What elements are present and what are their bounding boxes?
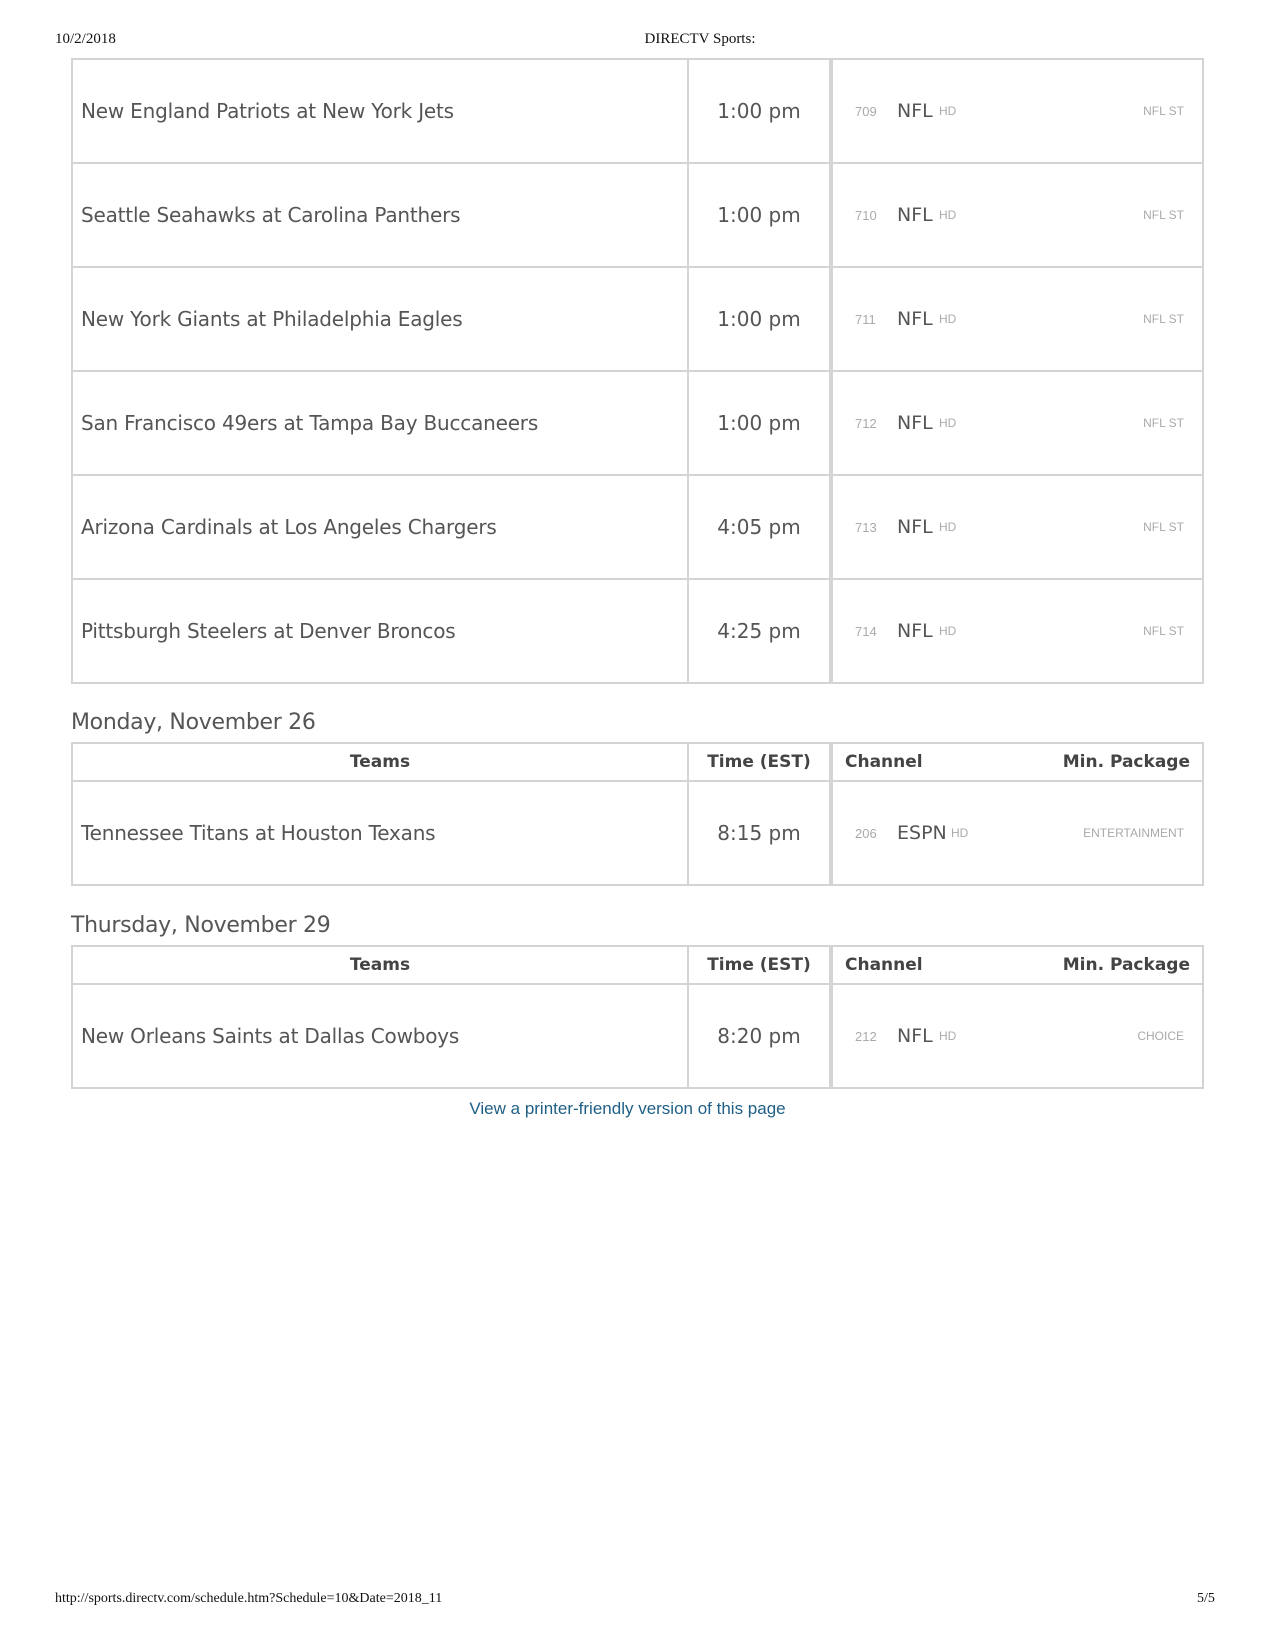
hd-badge: HD — [951, 826, 969, 840]
game-time: 4:05 pm — [688, 475, 831, 579]
channel-name: NFL — [897, 620, 933, 642]
game-row — [72, 59, 1203, 163]
game-row — [72, 267, 1203, 371]
channel-number: 710 — [855, 208, 877, 223]
channel-number: 713 — [855, 520, 877, 535]
min-package: CHOICE — [1137, 1029, 1184, 1043]
hd-badge: HD — [939, 416, 957, 430]
column-header-channel: Channel — [845, 955, 923, 975]
channel-name: NFL — [897, 100, 933, 122]
game-time: 1:00 pm — [688, 267, 831, 371]
day-title: Monday, November 26 — [71, 710, 316, 735]
print-footer-url: http://sports.directv.com/schedule.htm?Schedule=10&Date=2018_11 — [55, 1591, 443, 1606]
game-channel — [831, 781, 1203, 885]
printer-friendly-link[interactable]: View a printer-friendly version of this page — [469, 1099, 786, 1118]
game-row — [72, 371, 1203, 475]
column-header-channel-package — [831, 946, 1203, 984]
min-package: NFL ST — [1143, 312, 1184, 326]
channel-name: NFL — [897, 308, 933, 330]
min-package: NFL ST — [1143, 208, 1184, 222]
column-header-teams: Teams — [72, 946, 688, 984]
game-teams: Seattle Seahawks at Carolina Panthers — [72, 163, 688, 267]
channel-name: ESPN — [897, 822, 947, 844]
game-teams: Tennessee Titans at Houston Texans — [72, 781, 688, 885]
game-channel — [831, 984, 1203, 1088]
game-teams: San Francisco 49ers at Tampa Bay Buccaneers — [72, 371, 688, 475]
schedule-table-thursday — [71, 945, 1204, 1089]
min-package: NFL ST — [1143, 416, 1184, 430]
hd-badge: HD — [939, 208, 957, 222]
game-channel — [831, 163, 1203, 267]
min-package: NFL ST — [1143, 520, 1184, 534]
min-package: NFL ST — [1143, 104, 1184, 118]
channel-number: 712 — [855, 416, 877, 431]
game-teams: Pittsburgh Steelers at Denver Broncos — [72, 579, 688, 683]
game-teams: New York Giants at Philadelphia Eagles — [72, 267, 688, 371]
column-header-package: Min. Package — [1062, 752, 1190, 772]
hd-badge: HD — [939, 1029, 957, 1043]
channel-number: 714 — [855, 624, 877, 639]
game-teams: Arizona Cardinals at Los Angeles Chargers — [72, 475, 688, 579]
game-row — [72, 781, 1203, 885]
column-header-channel-package — [831, 743, 1203, 781]
day-title: Thursday, November 29 — [71, 913, 331, 938]
game-time: 4:25 pm — [688, 579, 831, 683]
hd-badge: HD — [939, 104, 957, 118]
channel-name: NFL — [897, 1025, 933, 1047]
game-channel — [831, 59, 1203, 163]
column-header-time: Time (EST) — [688, 743, 831, 781]
channel-name: NFL — [897, 516, 933, 538]
game-time: 1:00 pm — [688, 59, 831, 163]
hd-badge: HD — [939, 520, 957, 534]
game-row — [72, 163, 1203, 267]
schedule-table-monday — [71, 742, 1204, 886]
channel-number: 206 — [855, 826, 877, 841]
game-time: 1:00 pm — [688, 371, 831, 475]
table-header-row — [72, 946, 1203, 984]
table-header-row — [72, 743, 1203, 781]
print-header-date: 10/2/2018 — [55, 31, 116, 47]
game-time: 8:20 pm — [688, 984, 831, 1088]
column-header-package: Min. Package — [1062, 955, 1190, 975]
schedule-table-continued — [71, 58, 1204, 684]
channel-number: 709 — [855, 104, 877, 119]
channel-name: NFL — [897, 204, 933, 226]
game-channel — [831, 475, 1203, 579]
min-package: NFL ST — [1143, 624, 1184, 638]
game-row — [72, 984, 1203, 1088]
print-footer-page-number: 5/5 — [1197, 1591, 1215, 1606]
game-time: 1:00 pm — [688, 163, 831, 267]
game-channel — [831, 579, 1203, 683]
game-row — [72, 475, 1203, 579]
game-teams: New Orleans Saints at Dallas Cowboys — [72, 984, 688, 1088]
hd-badge: HD — [939, 624, 957, 638]
game-time: 8:15 pm — [688, 781, 831, 885]
channel-name: NFL — [897, 412, 933, 434]
column-header-teams: Teams — [72, 743, 688, 781]
channel-number: 711 — [855, 312, 876, 327]
game-teams: New England Patriots at New York Jets — [72, 59, 688, 163]
game-row — [72, 579, 1203, 683]
column-header-channel: Channel — [845, 752, 923, 772]
game-channel — [831, 267, 1203, 371]
channel-number: 212 — [855, 1029, 877, 1044]
hd-badge: HD — [939, 312, 957, 326]
column-header-time: Time (EST) — [688, 946, 831, 984]
min-package: ENTERTAINMENT — [1083, 826, 1184, 840]
print-header-title: DIRECTV Sports: — [644, 31, 756, 47]
game-channel — [831, 371, 1203, 475]
